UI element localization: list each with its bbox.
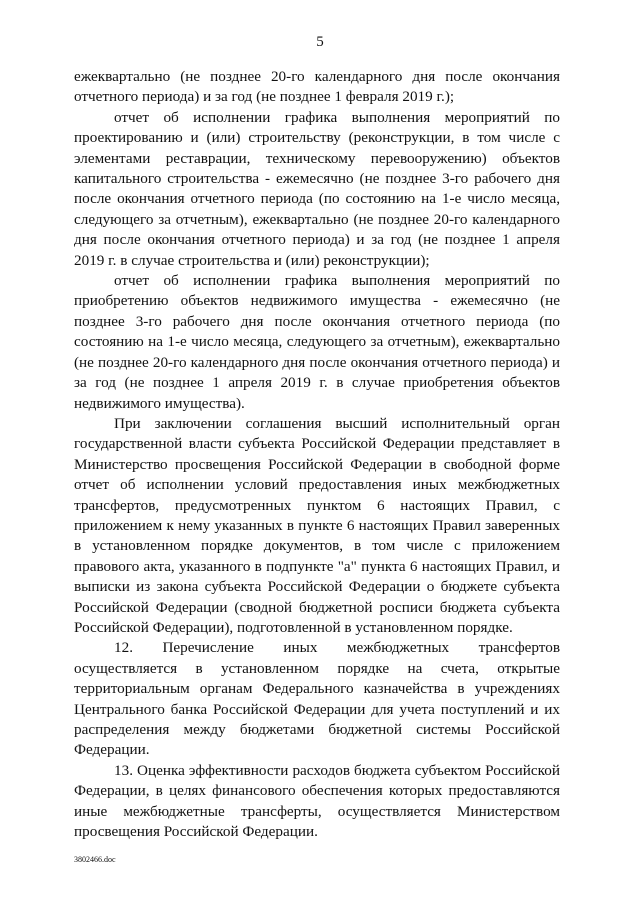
paragraph-item-13: 13. Оценка эффективности расходов бюджета субъектом Российской Федерации, в целях финансового обеспечения которых предоставляются иные межбюджетные трансферты, осуществляется Министерством просвещения Российской Федерации. (74, 761, 560, 841)
paragraph-construction-report: отчет об исполнении графика выполнения мероприятий по проектированию и (или) строительству (реконструкции, в том числе с элементами реставрации, техническому перевооружению) объектов капитального строительства - ежемесячно (не позднее 3-го рабочего дня после окончания отчетного периода (по состоянию на 1-е число месяца, следующего за отчетным), ежеквартально (не позднее 20-го календарного дня после окончания отчетного периода) и за год (не позднее 1 апреля 2019 г. в случае строительства и (или) реконструкции); (74, 108, 560, 269)
paragraph-reporting-deadlines: ежеквартально (не позднее 20-го календарного дня после окончания отчетного периода) и за год (не позднее 1 февраля 2019 г.); (74, 68, 560, 106)
paragraph-item-12: 12. Перечисление иных межбюджетных трансфертов осуществляется в установленном порядке на счета, открытые территориальным органам Федерального казначейства в учреждениях Центрального банка Российской Федерации для учета поступлений и их распределения между бюджетами бюджетной системы Российской Федерации. (74, 639, 560, 759)
footer-filename: 3802466.doc (74, 855, 116, 864)
document-body (74, 67, 560, 842)
page-number: 5 (316, 34, 324, 50)
paragraph-real-estate-report: отчет об исполнении графика выполнения мероприятий по приобретению объектов недвижимого имущества - ежемесячно (не позднее 3-го рабочего дня после окончания отчетного периода (по состоянию на 1-е число месяца, следующего за отчетным), ежеквартально (не позднее 20-го календарного дня после окончания отчетного периода) и за год (не позднее 1 апреля 2019 г. в случае приобретения объектов недвижимого имущества). (74, 272, 560, 412)
paragraph-agreement-conditions: При заключении соглашения высший исполнительный орган государственной власти субъекта Российской Федерации представляет в Министерство просвещения Российской Федерации в свободной форме отчет об исполнении условий предоставления иных межбюджетных трансфертов, предусмотренных пунктом 6 настоящих Правил, с приложением к нему указанных в пункте 6 настоящих Правил заверенных в установленном порядке документов, в том числе с приложением правового акта, указанного в подпункте "а" пункта 6 настоящих Правил, и выписки из закона субъекта Российской Федерации о бюджете субъекта Российской Федерации (сводной бюджетной росписи бюджета субъекта Российской Федерации), подготовленной в установленном порядке. (74, 414, 560, 636)
